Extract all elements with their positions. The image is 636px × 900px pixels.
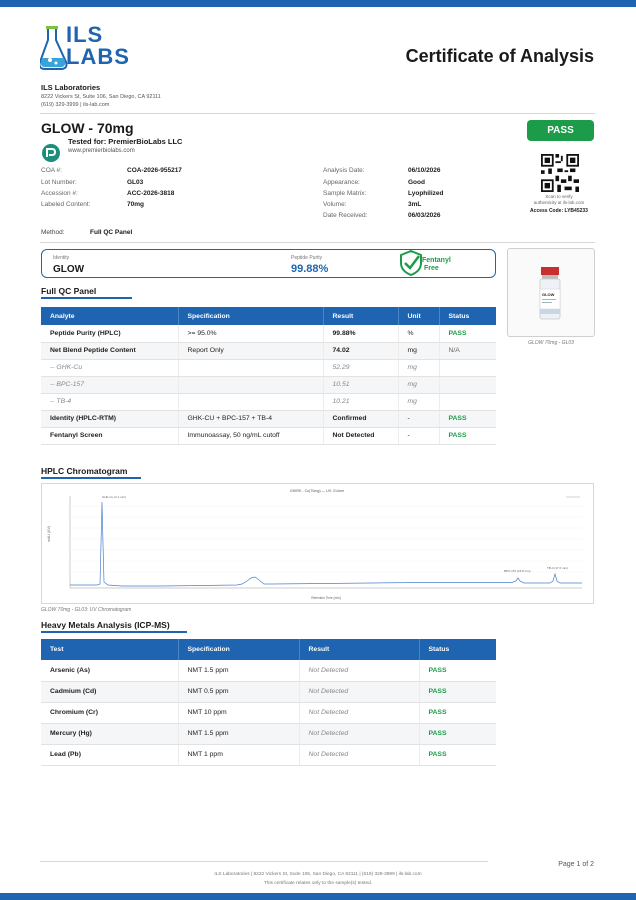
cell-unit: - <box>398 427 439 444</box>
cell-status: PASS <box>419 660 496 681</box>
cell-spec: Report Only <box>178 342 323 359</box>
cell-spec: NMT 1.5 ppm <box>178 723 299 744</box>
method-value: Full QC Panel <box>90 229 133 236</box>
footer-disclaimer: This certificate relates only to the sample(s) tested. <box>263 881 373 886</box>
cell-spec <box>178 359 323 376</box>
footer-contact: ILS Laboratories | 8222 Vickers St, Suite 106, San Diego, CA 92111 | (619) 329-3999 | ils-lab.com <box>214 872 422 877</box>
overall-status-badge: PASS <box>527 120 594 141</box>
bottom-accent-bar <box>0 893 636 900</box>
cell-analyte: -- TB-4 <box>41 393 178 410</box>
logo-wordmark <box>66 24 130 68</box>
qc-panel-title: Full QC Panel <box>41 286 97 296</box>
divider <box>40 113 595 114</box>
page-title: Certificate of Analysis <box>405 46 594 66</box>
section-underline <box>41 297 132 299</box>
cell-unit: mg <box>398 376 439 393</box>
cell-result: Not Detected <box>299 723 419 744</box>
cell-test: Mercury (Hg) <box>41 723 178 744</box>
meta-value-appearance: Good <box>408 179 425 186</box>
company-contact: (619) 329-3999 | ils-lab.com <box>41 102 110 108</box>
x-axis-label: Retention Time (min) <box>311 596 341 600</box>
cell-result: Not Detected <box>299 681 419 702</box>
divider <box>40 242 595 243</box>
qr-caption <box>524 194 594 206</box>
column-header-status: Status <box>439 307 496 325</box>
fentanyl-label: Fentanyl <box>422 257 451 264</box>
cell-status: PASS <box>419 723 496 744</box>
cell-status <box>439 393 496 410</box>
meta-value-sample-matrix: Lyophilized <box>408 190 444 197</box>
qr-caption-line-1: Scan to verify <box>545 194 573 199</box>
free-label: Free <box>424 265 439 272</box>
column-header-result: Result <box>299 639 419 660</box>
page-number: Page 1 of 2 <box>558 861 594 868</box>
client-logo-icon <box>42 144 60 162</box>
meta-label-date-received: Date Received: <box>323 212 368 219</box>
cell-analyte: Identity (HPLC-RTM) <box>41 410 178 427</box>
cell-spec: NMT 0.5 ppm <box>178 681 299 702</box>
cell-status: PASS <box>439 410 496 427</box>
cell-spec: NMT 10 ppm <box>178 702 299 723</box>
cell-unit: mg <box>398 342 439 359</box>
cell-status: N/A <box>439 342 496 359</box>
table-row <box>41 410 496 427</box>
table-header-row <box>41 639 496 660</box>
cell-spec <box>178 393 323 410</box>
cell-test: Arsenic (As) <box>41 660 178 681</box>
identity-label: Identity <box>53 255 70 261</box>
meta-label-analysis-date: Analysis Date: <box>323 167 365 174</box>
product-name: GLOW - 70mg <box>41 120 134 136</box>
meta-value-accession: ACC-2026-3818 <box>127 190 175 197</box>
column-header-unit: Unit <box>398 307 439 325</box>
identity-value: GLOW <box>53 264 85 275</box>
column-header-specification: Specification <box>178 307 323 325</box>
cell-spec <box>178 376 323 393</box>
cell-analyte: -- GHK-Cu <box>41 359 178 376</box>
method-label: Method: <box>41 229 65 236</box>
cell-status <box>439 359 496 376</box>
cell-result: 74.02 <box>323 342 398 359</box>
cell-analyte: Net Blend Peptide Content <box>41 342 178 359</box>
client-url[interactable]: www.premierbiolabs.com <box>68 148 135 154</box>
purity-label: Peptide Purity <box>291 255 323 261</box>
section-underline <box>41 631 187 633</box>
cell-result: Not Detected <box>299 702 419 723</box>
cell-spec: NMT 1 ppm <box>178 744 299 765</box>
cell-unit: mg <box>398 359 439 376</box>
meta-label-volume: Volume: <box>323 201 347 208</box>
legend-swatch <box>566 496 580 498</box>
cell-result: 10.51 <box>323 376 398 393</box>
shield-check-icon <box>400 250 422 276</box>
vial-image <box>508 249 594 336</box>
cell-status: PASS <box>419 744 496 765</box>
section-underline <box>41 477 141 479</box>
meta-value-date-received: 06/03/2026 <box>408 212 441 219</box>
cell-result: Not Detected <box>323 427 398 444</box>
access-code: Access Code: LYB45233 <box>530 208 588 214</box>
logo-text-ils: ILS <box>66 22 104 47</box>
cell-unit: % <box>398 325 439 342</box>
cell-spec: GHK-CU + BPC-157 + TB-4 <box>178 410 323 427</box>
qr-code-icon[interactable] <box>541 154 579 192</box>
chromatogram-caption: GLOW 70mg - GL03: UV Chromatogram <box>41 607 132 613</box>
cell-analyte: Peptide Purity (HPLC) <box>41 325 178 342</box>
table-row <box>41 702 496 723</box>
chromatogram-image <box>41 483 594 604</box>
column-header-status: Status <box>419 639 496 660</box>
tested-for: Tested for: PremierBioLabs LLC <box>68 137 183 146</box>
footer-divider <box>40 861 488 862</box>
plot-title: GHIRK - Cu(70mg) — UV: 214nm <box>290 489 344 493</box>
meta-value-lot: GL03 <box>127 179 144 186</box>
fentanyl-free-badge <box>422 257 451 273</box>
cell-result: 99.88% <box>323 325 398 342</box>
top-accent-bar <box>0 0 636 7</box>
company-address: 8222 Vickers St, Suite 106, San Diego, CA 92111 <box>41 94 161 100</box>
vial-caption: GLOW 70mg - GL03 <box>528 340 574 346</box>
table-row <box>41 342 496 359</box>
column-header-test: Test <box>41 639 178 660</box>
cell-status: PASS <box>439 325 496 342</box>
cell-unit: mg <box>398 393 439 410</box>
cell-test: Cadmium (Cd) <box>41 681 178 702</box>
cell-spec: >= 95.0% <box>178 325 323 342</box>
meta-value-labeled-content: 70mg <box>127 201 144 208</box>
purity-value: 99.88% <box>291 263 329 275</box>
meta-label-appearance: Appearance: <box>323 179 360 186</box>
cell-unit: - <box>398 410 439 427</box>
column-header-analyte: Analyte <box>41 307 178 325</box>
chromatogram-title: HPLC Chromatogram <box>41 466 128 476</box>
cell-test: Lead (Pb) <box>41 744 178 765</box>
company-name: ILS Laboratories <box>41 83 101 92</box>
column-header-specification: Specification <box>178 639 299 660</box>
table-row <box>41 325 496 342</box>
cell-result: Confirmed <box>323 410 398 427</box>
cell-result: 52.29 <box>323 359 398 376</box>
meta-label-sample-matrix: Sample Matrix: <box>323 190 367 197</box>
table-row <box>41 393 496 410</box>
table-row <box>41 427 496 444</box>
column-header-result: Result <box>323 307 398 325</box>
cell-status <box>439 376 496 393</box>
vial-photo <box>507 248 595 337</box>
meta-label-coa: COA #: <box>41 167 62 174</box>
peak-label: BPC-157 (15.8 min) <box>504 569 531 573</box>
peak-label: GHK-Cu (2.1 min) <box>102 495 127 499</box>
cell-result: Not Detected <box>299 744 419 765</box>
table-row <box>41 359 496 376</box>
chromatogram-plot <box>42 484 593 603</box>
table-row <box>41 376 496 393</box>
meta-label-lot: Lot Number: <box>41 179 77 186</box>
cell-analyte: -- BPC-157 <box>41 376 178 393</box>
table-row <box>41 744 496 765</box>
peak-label: TB-4 (17.6 min) <box>547 566 568 570</box>
meta-value-analysis-date: 06/10/2026 <box>408 167 441 174</box>
table-row <box>41 660 496 681</box>
cell-result: Not Detected <box>299 660 419 681</box>
cell-spec: NMT 1.5 ppm <box>178 660 299 681</box>
gridlines <box>70 506 582 572</box>
y-axis-label: mAU (UV) <box>47 526 51 542</box>
table-row <box>41 681 496 702</box>
vial-label: GLOW <box>542 292 555 297</box>
cell-spec: Immunoassay, 50 ng/mL cutoff <box>178 427 323 444</box>
cell-result: 10.21 <box>323 393 398 410</box>
qr-caption-line-2: authenticity at ils-lab.com <box>533 200 585 205</box>
cell-status: PASS <box>439 427 496 444</box>
cell-status: PASS <box>419 702 496 723</box>
meta-value-volume: 3mL <box>408 201 422 208</box>
metals-title: Heavy Metals Analysis (ICP-MS) <box>41 620 170 630</box>
meta-value-coa: COA-2026-955217 <box>127 167 182 174</box>
meta-label-accession: Accession #: <box>41 190 78 197</box>
meta-label-labeled-content: Labeled Content: <box>41 201 91 208</box>
logo-text-labs: LABS <box>66 44 130 69</box>
chromatogram-trace <box>70 502 582 586</box>
cell-analyte: Fentanyl Screen <box>41 427 178 444</box>
cell-status: PASS <box>419 681 496 702</box>
table-header-row <box>41 307 496 325</box>
metals-table <box>41 639 496 766</box>
qc-panel-table <box>41 307 496 445</box>
cell-test: Chromium (Cr) <box>41 702 178 723</box>
table-row <box>41 723 496 744</box>
